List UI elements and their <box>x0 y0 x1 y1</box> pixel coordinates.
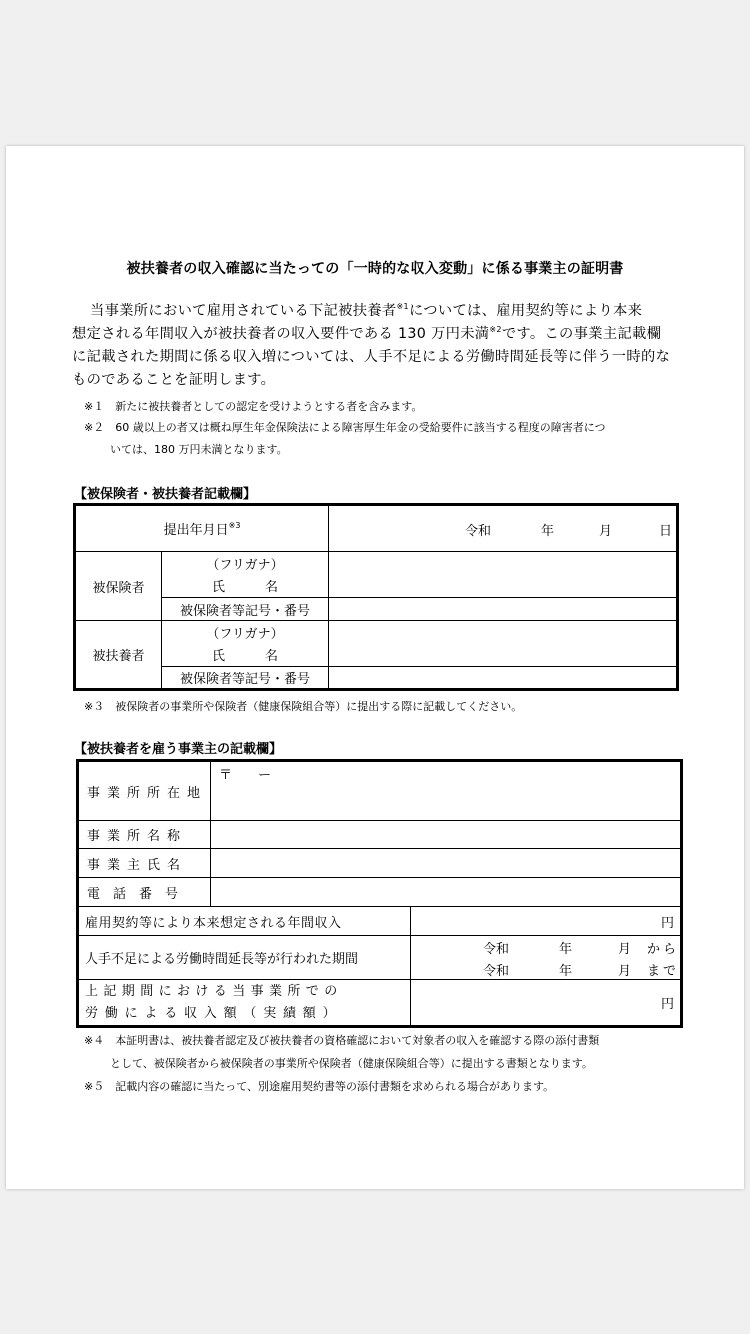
note-2-line-1: ※２ 60 歳以上の者又は概ね厚生年金保険法による障害厚生年金の受給要件に該当する程度の障害者につ <box>84 421 606 434</box>
insured-furigana-label: （フリガナ） <box>162 552 329 575</box>
phone-field[interactable] <box>211 878 682 907</box>
dependent-symbol-number-label: 被保険者等記号・番号 <box>162 667 329 690</box>
dependent-name-label: 氏 名 <box>162 644 329 667</box>
office-name-field[interactable] <box>211 821 682 849</box>
submit-date-field[interactable]: 令和 年 月 日 <box>329 505 678 552</box>
note-4-line-2: として、被保険者から被保険者の事業所や保険者（健康保険組合等）に提出する書類となります。 <box>110 1057 593 1070</box>
office-address-field[interactable] <box>211 761 682 821</box>
note-1: ※１ 新たに被扶養者としての認定を受けようとする者を含みます。 <box>84 400 423 413</box>
document-title: 被扶養者の収入確認に当たっての「一時的な収入変動」に係る事業主の証明書 <box>126 261 624 277</box>
intro-line-4: ものであることを証明します。 <box>72 372 276 388</box>
note-2-line-2: いては、180 万円未満となります。 <box>110 443 288 456</box>
dependent-name-field[interactable] <box>329 621 678 667</box>
submit-date-label: 提出年月日$^{※3}$ <box>75 505 329 552</box>
employer-table <box>76 759 683 1028</box>
document-page <box>6 146 744 1189</box>
annual-income-label: 雇用契約等により本来想定される年間収入 <box>78 907 411 936</box>
insured-symbol-number-label: 被保険者等記号・番号 <box>162 598 329 621</box>
insured-dependent-table <box>73 503 679 691</box>
section2-heading: 【被扶養者を雇う事業主の記載欄】 <box>74 742 283 757</box>
dependent-symbol-number-field[interactable] <box>329 667 678 690</box>
owner-name-label: 事業主氏名 <box>78 849 211 878</box>
note-3: ※３ 被保険者の事業所や保険者（健康保険組合等）に提出する際に記載してください。 <box>84 700 523 713</box>
insured-symbol-number-field[interactable] <box>329 598 678 621</box>
postal-mark: 〒 ー <box>219 768 272 783</box>
intro-line-2: 想定される年間収入が被扶養者の収入要件である 130 万円未満$^{※2}$です。この事業主記載欄 <box>72 325 662 342</box>
annual-income-field[interactable]: 円 <box>411 907 682 936</box>
actual-income-label: 上記期間における当事業所での 労働による収入額（実績額） <box>78 980 411 1027</box>
intro-line-1: 当事業所において雇用されている下記被扶養者$^{※1}$については、雇用契約等により本来 <box>90 302 643 319</box>
office-address-label: 事業所所在地 <box>78 761 211 821</box>
dependent-furigana-label: （フリガナ） <box>162 621 329 644</box>
note-5: ※５ 記載内容の確認に当たって、別途雇用契約書等の添付書類を求められる場合があります。 <box>84 1080 555 1093</box>
insured-label: 被保険者 <box>75 552 162 621</box>
period-label: 人手不足による労働時間延長等が行われた期間 <box>78 936 411 980</box>
phone-label: 電 話 番 号 <box>78 878 211 907</box>
note-4-line-1: ※４ 本証明書は、被扶養者認定及び被扶養者の資格確認において対象者の収入を確認する際の添付書類 <box>84 1034 600 1047</box>
period-field[interactable]: 令和 年 月 から 令和 年 月 まで <box>411 936 682 980</box>
office-name-label: 事業所名称 <box>78 821 211 849</box>
insured-name-field[interactable] <box>329 552 678 598</box>
dependent-label: 被扶養者 <box>75 621 162 690</box>
actual-income-field[interactable]: 円 <box>411 980 682 1027</box>
owner-name-field[interactable] <box>211 849 682 878</box>
intro-line-3: に記載された期間に係る収入増については、人手不足による労働時間延長等に伴う一時的な <box>72 349 671 365</box>
section1-heading: 【被保険者・被扶養者記載欄】 <box>74 487 257 502</box>
insured-name-label: 氏 名 <box>162 575 329 598</box>
